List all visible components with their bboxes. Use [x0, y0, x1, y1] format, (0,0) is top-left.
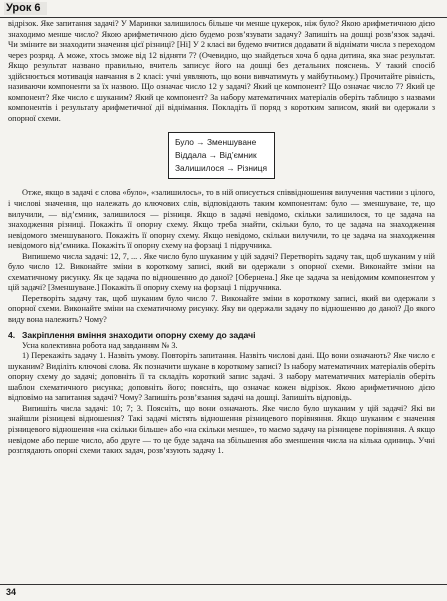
section-title: Закріплення вміння знаходити опорну схему до задачі	[22, 329, 256, 340]
reference-scheme-box	[168, 132, 275, 179]
scheme-container	[8, 132, 435, 179]
section-subtitle: Усна колективна робота над завданням № 3.	[22, 340, 178, 350]
paragraph: відрізок. Яке запитання задачі? У Маринки залишилось більше чи менше цукерок, ніж було? Якою арифметичною дією знаходимо менше число? Якою арифметичною дією будемо розв’язувати задачу? Запишіть на дошці розв’язок задачі. Чи зміните ви знаходити значення цієї різниці? [Ні] У 2 класі ви будемо вчитися додавати й віднімати числа з переходом через розряд. А може, хтось зможе від 12 відняти 7? (Очевидно, що знайдеться хоча б одна дитина, яка знає результат. Якщо результат названо правильно, вчитель записує його на дошці без детальних пояснень. У такий спосіб здійснюється мотивація навчання в 2 класі: учні уявляють, що вони вивчатимуть у майбутньому.) Прочитайте рівність, називаючи компоненти за їх назвою. Що означає число 12 у задачі? Який це компонент? Що означає число 7? Який це компонент? Яке число є шуканим? Який це компонент? За набору математичних матеріалів оберіть таблицю з назвами компонентів і результату арифметичної дії віднімання. Покладіть її поряд з коротким записом, який ви одержали з опорної схеми.	[8, 19, 435, 123]
paragraph: Випишіть числа задачі: 10; 7; 3. Поясніть, що вони означають. Яке число було шуканим у цій задачі? Які ви знайшли різницеві відношення? Такі задачі містять відношення різницевого порівняння. Якщо шуканим є значення різницевого відношення «на скільки більше» або «на скільки менше», то маємо задачу на різницеве порівняння. А якщо невідоме або перше число, або друге — то це буде задача на збільшення або зменшення числа на кілька одиниць. Учні розглядають опорні схеми таких задач, розв’язують задачу 1.	[8, 403, 435, 456]
paragraph: Випишемо числа задачі: 12, 7, ... . Яке число було шуканим у цій задачі? Перетворіть задачу так, щоб шуканим у ній було число 12. Виконайте зміни в короткому записі, який ви одержали з опорної схеми. Виконайте зміни на схематичному рисунку. Як це задача по відношенню до даної? [Обернена.] Яке це задача за невідомим компонентом у цій задачі? [Зменшуване.] Покажіть її опорну схему на форзаці 1 підручника.	[8, 251, 435, 293]
paragraph: 1) Перекажіть задачу 1. Назвіть умову. Повторіть запитання. Назвіть числові дані. Що вони означають? Яке число є шуканим? Виділіть ключові слова. Як позначити шукане в короткому записі? Із набору математичних матеріалів оберіть опорну схему до задачі; доповніть її та складіть короткий запис задачі. З набору математичних матеріалів оберіть шаблон схематичного рисунка; доповніть його; поясніть, що означає кожен відрізок. Якою арифметичною дією відповімо на запитання задачі? Чому? Запишіть розв’язання задачі на дошці. Запишіть відповідь.	[8, 351, 435, 403]
paragraph: Перетворіть задачу так, щоб шуканим було число 7. Виконайте зміни в короткому записі, який ви одержали з опорної схеми. Виконайте зміни на схематичному рисунку. Яку ви одержали задачу по відношенню до даної? До якого виду вона належить? Чому?	[8, 293, 435, 325]
scheme-line: Було → Зменшуване	[175, 137, 257, 148]
section-heading	[8, 330, 435, 341]
page-header	[0, 0, 447, 18]
page-body	[8, 19, 435, 457]
page-number: 34	[6, 587, 17, 597]
section-number: 4.	[8, 329, 16, 340]
lesson-label: Урок 6	[4, 2, 47, 15]
page-footer	[0, 584, 447, 601]
paragraph: Отже, якщо в задачі є слова «було», «залишилось», то в ній описується співвідношення вилучення частини з цілого, і числові значення, що належать до ключових слів, відповідають таким компонентам: було — зменшуване, те, що вилучили, — від’ємник, залишилося — різниця. Якщо в задачі невідомо, скільки залишилося, то це задача на знаходження різниці. Покажіть її опорну схему. Якщо треба знайти, скільки було, то це задача на знаходження невідомого зменшуваного. Покажіть її опорну схему. Якщо невідомо, скільки вилучили, то це задача на знаходження невідомого від’ємника. Покажіть її опорну схему на форзаці 1 підручника.	[8, 188, 435, 251]
scheme-line: Залишилося → Різниця	[175, 163, 267, 174]
scheme-line: Віддала → Від’ємник	[175, 150, 257, 161]
